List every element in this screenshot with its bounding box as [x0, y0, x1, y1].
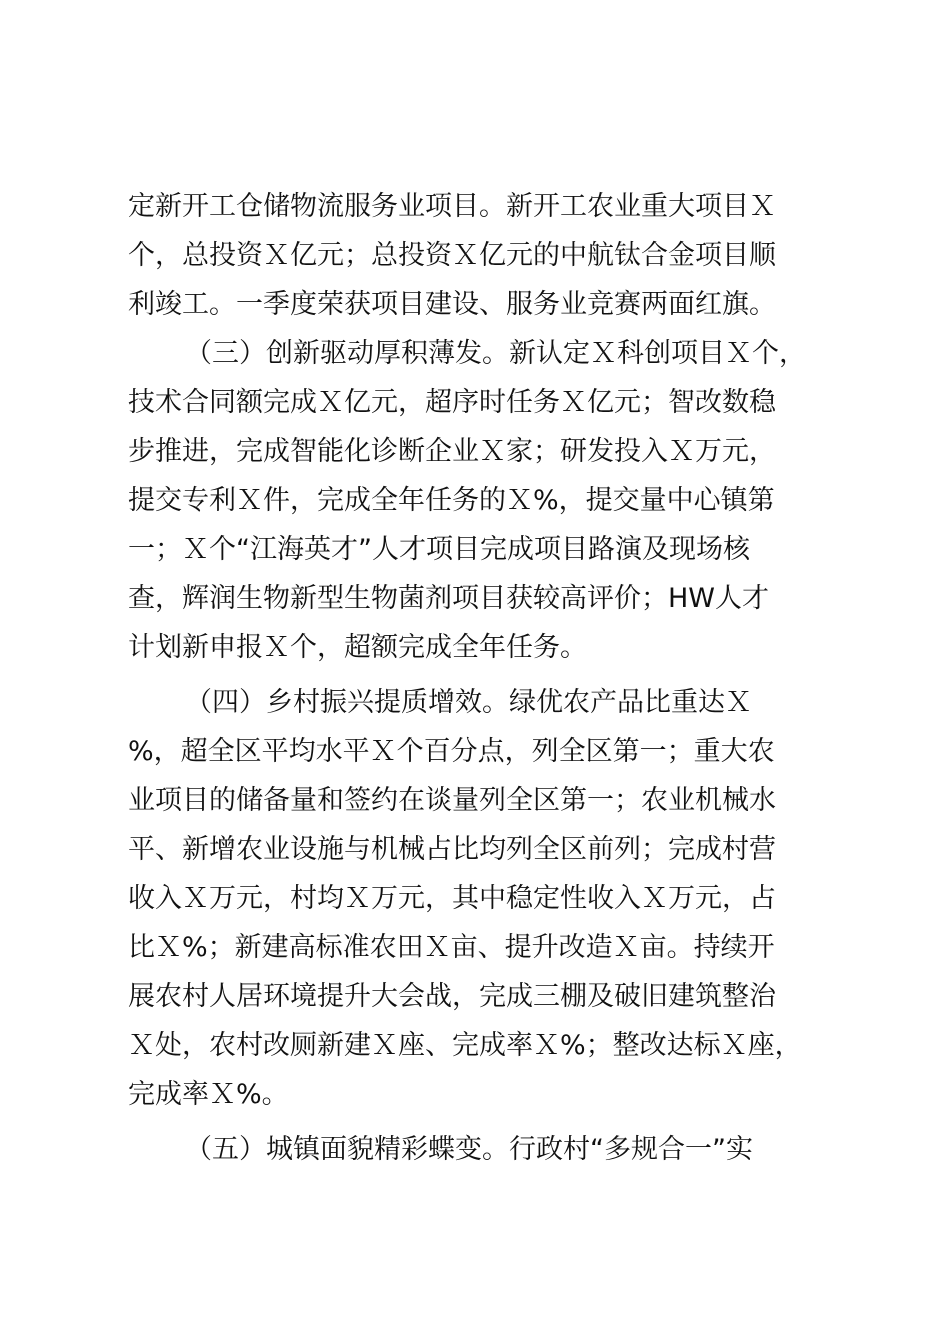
text-line: 展农村人居环境提升大会战，完成三棚及破旧建筑整治	[128, 981, 776, 1012]
text-line: 计划新申报Ｘ个，超额完成全年任务。	[128, 632, 587, 663]
text-line: 查，辉润生物新型生物菌剂项目获较高评价；HW人才	[128, 583, 769, 614]
text-line: 步推进，完成智能化诊断企业Ｘ家；研发投入Ｘ万元，	[128, 436, 776, 467]
text-line: Ｘ处，农村改厕新建Ｘ座、完成率Ｘ%；整改达标Ｘ座，	[128, 1030, 802, 1061]
text-line: %，超全区平均水平Ｘ个百分点，列全区第一；重大农	[128, 736, 775, 767]
text-line: 个，总投资Ｘ亿元；总投资Ｘ亿元的中航钛合金项目顺	[128, 240, 776, 271]
text-line: 一；Ｘ个“江海英才”人才项目完成项目路演及现场核	[128, 534, 750, 565]
text-line: 比Ｘ%；新建高标准农田Ｘ亩、提升改造Ｘ亩。持续开	[128, 932, 775, 963]
text-line: 收入Ｘ万元，村均Ｘ万元，其中稳定性收入Ｘ万元，占	[128, 883, 776, 914]
text-line: 完成率Ｘ%。	[128, 1079, 289, 1110]
text-line: 定新开工仓储物流服务业项目。新开工农业重大项目Ｘ	[128, 191, 776, 222]
paragraph-heading-3: （三）创新驱动厚积薄发。新认定Ｘ科创项目Ｘ个，	[185, 338, 806, 369]
text-line: 技术合同额完成Ｘ亿元，超序时任务Ｘ亿元；智改数稳	[128, 387, 776, 418]
paragraph-heading-4: （四）乡村振兴提质增效。绿优农产品比重达Ｘ	[185, 687, 752, 718]
text-line: 平、新增农业设施与机械占比均列全区前列；完成村营	[128, 834, 776, 865]
text-line: 提交专利Ｘ件，完成全年任务的Ｘ%，提交量中心镇第	[128, 485, 775, 516]
text-line: 业项目的储备量和签约在谈量列全区第一；农业机械水	[128, 785, 776, 816]
paragraph-heading-5: （五）城镇面貌精彩蝶变。行政村“多规合一”实	[185, 1134, 753, 1165]
text-line: 利竣工。一季度荣获项目建设、服务业竞赛两面红旗。	[128, 289, 776, 320]
